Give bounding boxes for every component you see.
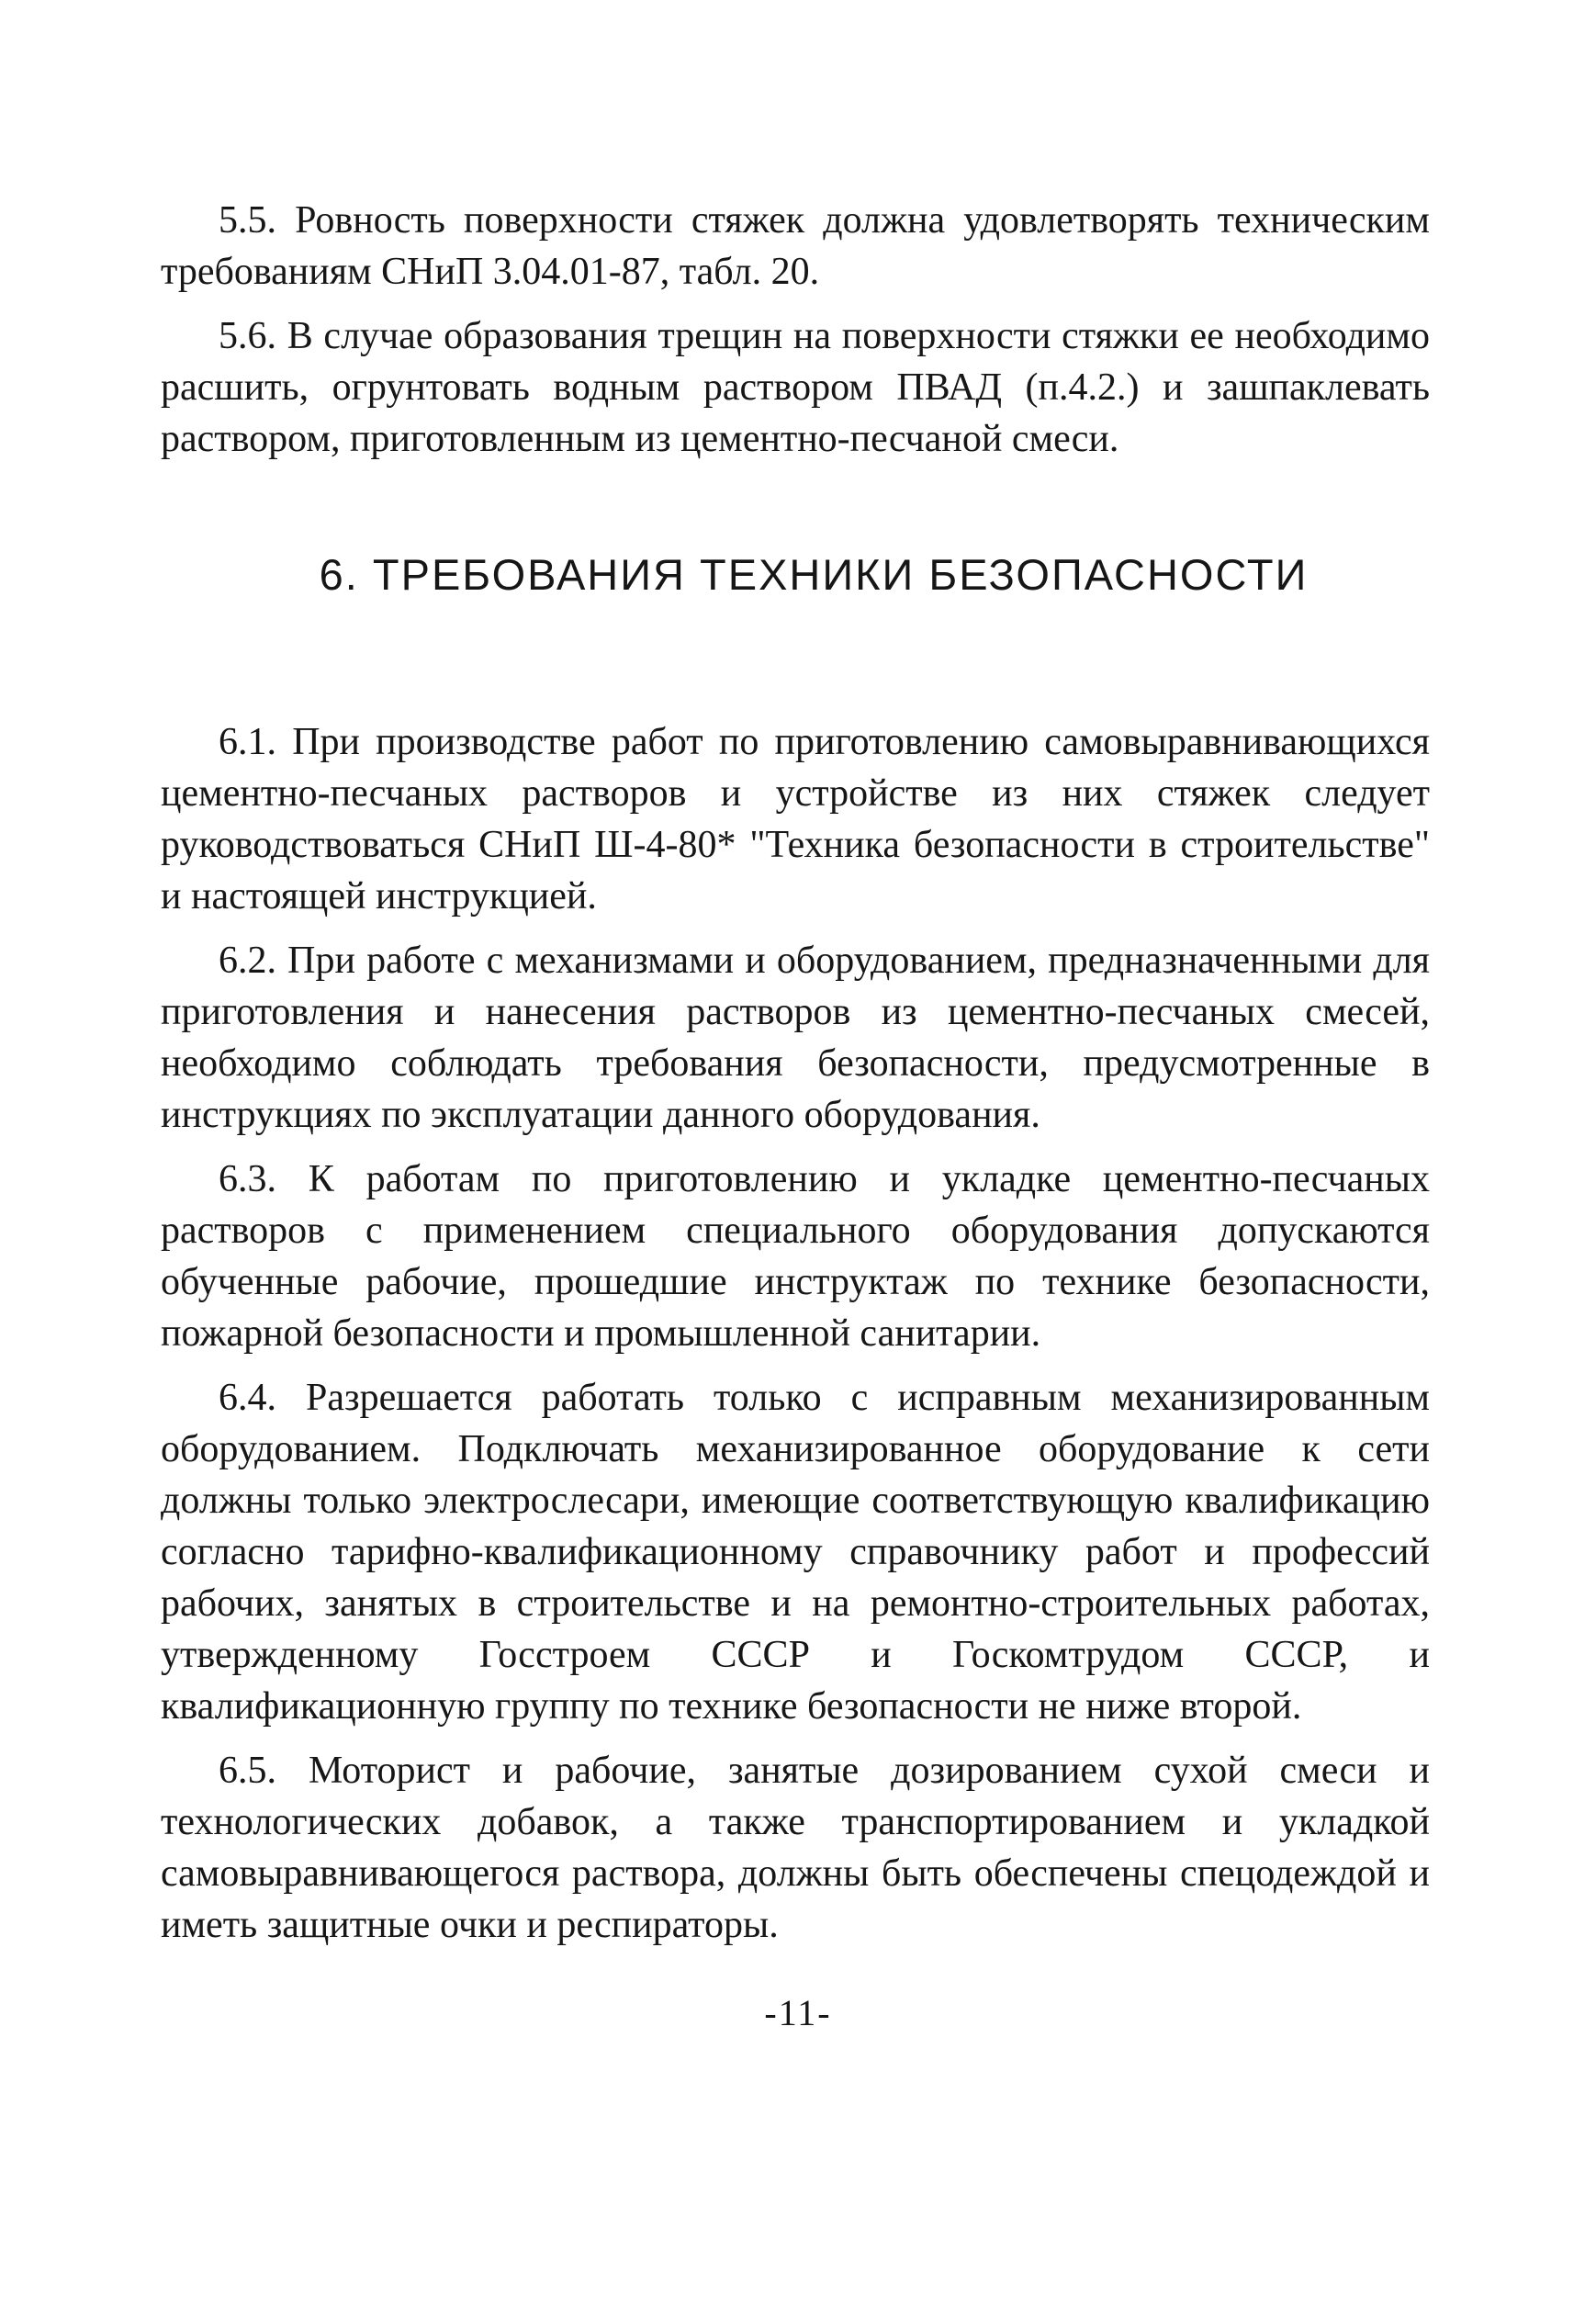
- section-6-text: [161, 716, 1430, 1964]
- paragraph-6-1: 6.1. При производстве работ по приготовлению самовыравнивающихся цементно-песчаных растворов и устройстве из них стяжек следует руководствоваться СНиП Ш-4-80* "Техника безопасности в строительстве" и настоящей инструкцией.: [161, 721, 1430, 917]
- paragraph-6-5: 6.5. Моторист и рабочие, занятые дозированием сухой смеси и технологических добавок, а также транспортированием и укладкой самовыравнивающегося раствора, должны быть обеспечены спецодеждой и иметь защитные очки и респираторы.: [161, 1750, 1430, 1946]
- section-6-heading: 6. ТРЕБОВАНИЯ ТЕХНИКИ БЕЗОПАСНОСТИ: [319, 550, 1309, 599]
- page-number: -11-: [764, 1992, 832, 2033]
- paragraph-6-2: 6.2. При работе с механизмами и оборудованием, предназначенными для приготовления и нанесения растворов из цементно-песчаных смесей, необходимо соблюдать требования безопасности, предусмотренные в инструкциях по эксплуатации данного оборудования.: [161, 940, 1430, 1136]
- section-5-text: [161, 195, 1430, 478]
- paragraph-6-3: 6.3. К работам по приготовлению и укладке цементно-песчаных растворов с применением специального оборудования допускаются обученные рабочие, прошедшие инструктаж по технике безопасности, пожарной безопасности и промышленной санитарии.: [161, 1158, 1430, 1355]
- paragraph-5-6: 5.6. В случае образования трещин на поверхности стяжки ее необходимо расшить, огрунтовать водным раствором ПВАД (п.4.2.) и зашпаклевать раствором, приготовленным из цементно-песчаной смеси.: [161, 315, 1430, 460]
- paragraph-5-5: 5.5. Ровность поверхности стяжек должна удовлетворять техническим требованиям СНиП 3.04.01-87, табл. 20.: [161, 199, 1430, 293]
- paragraph-6-4: 6.4. Разрешается работать только с исправным механизированным оборудованием. Подключать механизированное оборудование к сети должны только электрослесари, имеющие соответствующую квалификацию согласно тарифно-квалификационному справочнику работ и профессий рабочих, занятых в строительстве и на ремонтно-строительных работах, утвержденному Госстроем СССР и Госкомтрудом СССР, и квалификационную группу по технике безопасности не ниже второй.: [161, 1377, 1430, 1728]
